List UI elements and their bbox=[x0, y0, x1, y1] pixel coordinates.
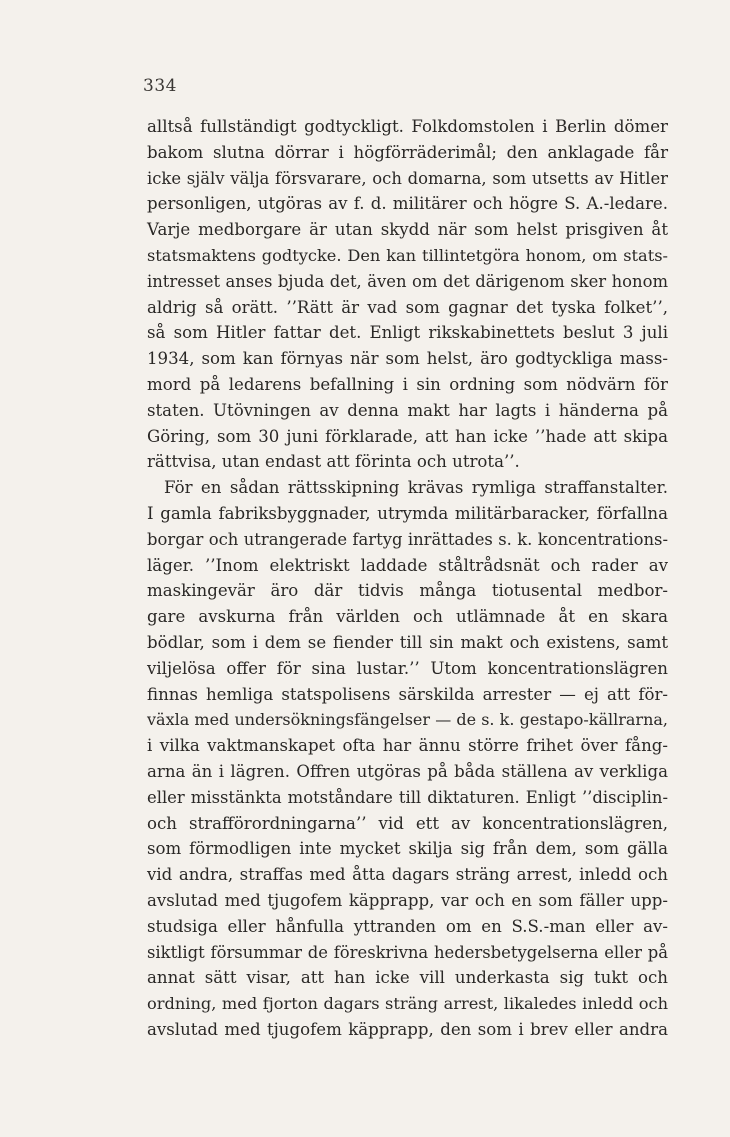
text-line: alltså fullständigt godtyckligt. Folkdomstolen i Berlin dömer bbox=[147, 117, 668, 136]
text-line: siktligt försummar de föreskrivna hedersbetygelserna eller på bbox=[147, 942, 668, 962]
text-line: arna än i lägren. Offren utgöras på båda ställena av verkliga bbox=[147, 761, 668, 781]
text-line: aldrig så orätt. ’’Rätt är vad som gagnar det tyska folket’’, bbox=[147, 297, 668, 317]
text-line: eller misstänkta motståndare till diktaturen. Enligt ’’disciplin- bbox=[147, 787, 668, 807]
text-line: mord på ledarens befallning i sin ordning som nödvärn för bbox=[147, 374, 668, 394]
text-line: avslutad med tjugofem käpprapp, den som i brev eller andra bbox=[147, 1019, 668, 1039]
text-line: statsmaktens godtycke. Den kan tillintetgöra honom, om stats- bbox=[147, 245, 668, 265]
text-line: studsiga eller hånfulla yttranden om en S.S.-man eller av- bbox=[147, 916, 668, 936]
text-line: så som Hitler fattar det. Enligt rikskabinettets beslut 3 juli bbox=[147, 323, 668, 343]
text-line: Varje medborgare är utan skydd när som helst prisgiven åt bbox=[147, 220, 668, 240]
text-line: läger. ’’Inom elektriskt laddade ståltrådsnät och rader av bbox=[147, 555, 668, 575]
text-line: personligen, utgöras av f. d. militärer och högre S. A.-ledare. bbox=[147, 194, 668, 214]
text-line: bödlar, som i dem se fiender till sin makt och existens, samt bbox=[147, 632, 668, 652]
text-line: intresset anses bjuda det, även om det därigenom sker honom bbox=[147, 271, 668, 291]
page-number: 334 bbox=[143, 76, 177, 96]
text-line: icke själv välja försvarare, och domarna, som utsetts av Hitler bbox=[147, 168, 668, 188]
text-line: 1934, som kan förnyas när som helst, äro godtyckliga mass- bbox=[147, 349, 668, 369]
text-line: ordning, med fjorton dagars sträng arrest, likaledes inledd och bbox=[147, 994, 668, 1014]
text-line: bakom slutna dörrar i högförräderimål; den anklagade får bbox=[147, 142, 668, 162]
text-line: avslutad med tjugofem käpprapp, var och en som fäller upp- bbox=[147, 890, 668, 910]
text-line: i vilka vaktmanskapet ofta har ännu större frihet över fång- bbox=[147, 736, 668, 756]
text-line: I gamla fabriksbyggnader, utrymda militärbaracker, förfallna bbox=[147, 503, 668, 523]
text-line: maskingevär äro där tidvis många tiotusental medbor- bbox=[147, 581, 668, 601]
text-line: finnas hemliga statspolisens särskilda arrester — ej att för- bbox=[147, 684, 668, 704]
text-line: Göring, som 30 juni förklarade, att han icke ’’hade att skipa bbox=[147, 426, 668, 446]
text-line: och strafförordningarna’’ vid ett av koncentrationslägren, bbox=[147, 813, 668, 833]
text-line: gare avskurna från världen och utlämnade åt en skara bbox=[147, 607, 668, 627]
text-line: staten. Utövningen av denna makt har lagts i händerna på bbox=[147, 400, 668, 420]
text-line: vid andra, straffas med åtta dagars sträng arrest, inledd och bbox=[147, 865, 668, 885]
text-line: som förmodligen inte mycket skilja sig från dem, som gälla bbox=[147, 839, 668, 859]
text-line: växla med undersökningsfängelser — de s. k. gestapo-källrarna, bbox=[147, 710, 668, 730]
text-line: viljelösa offer för sina lustar.’’ Utom koncentrationslägren bbox=[147, 658, 668, 678]
text-line: borgar och utrangerade fartyg inrättades s. k. koncentrations- bbox=[147, 529, 668, 549]
text-line: För en sådan rättsskipning krävas rymliga straffanstalter. bbox=[164, 478, 668, 498]
body-text bbox=[147, 114, 668, 1043]
text-line: annat sätt visar, att han icke vill underkasta sig tukt och bbox=[147, 968, 668, 988]
text-line: rättvisa, utan endast att förinta och utrota’’. bbox=[147, 452, 520, 472]
